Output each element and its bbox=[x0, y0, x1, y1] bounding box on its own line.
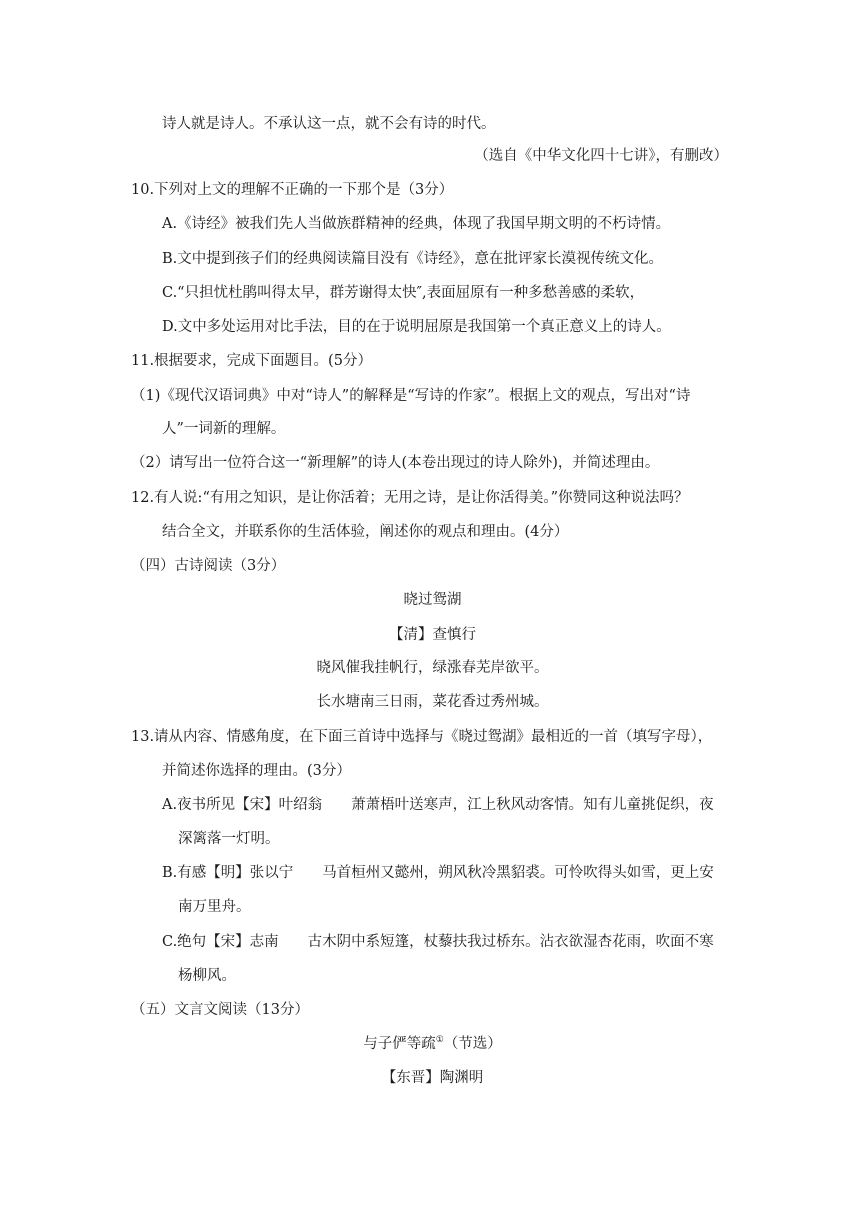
question-13: 13.请从内容、情感角度，在下面三首诗中选择与《晓过鸳湖》最相近的一首（填写字母）， bbox=[131, 729, 713, 745]
q13-option-c: C.绝句【宋】志南 古木阴中系短篷，杖藜扶我过桥东。沾衣欲湿杏花雨，吹面不寒 bbox=[162, 934, 714, 950]
poem-author: 【清】查慎行 bbox=[389, 627, 476, 643]
q11-part-2: （2）请写出一位符合这一“新理解”的诗人(本卷出现过的诗人除外)，并简述理由。 bbox=[131, 455, 660, 471]
q13-option-a-cont: 深篱落一灯明。 bbox=[178, 831, 280, 847]
section-5-heading: （五）文言文阅读（13分） bbox=[131, 1002, 309, 1018]
footnote-marker: ① bbox=[435, 1035, 444, 1046]
classical-title-main: 与子俨等疏 bbox=[363, 1036, 436, 1052]
q13-option-c-cont: 杨柳风。 bbox=[178, 968, 236, 984]
section-4-heading: （四）古诗阅读（3分） bbox=[131, 558, 286, 574]
poem-line-2: 长水塘南三日雨，菜花香过秀州城。 bbox=[316, 694, 549, 710]
q13-option-a: A.夜书所见【宋】叶绍翁 萧萧梧叶送寒声，江上秋风动客情。知有儿童挑促织，夜 bbox=[162, 797, 714, 813]
q10-option-a: A.《诗经》被我们先人当做族群精神的经典，体现了我国早期文明的不朽诗情。 bbox=[162, 216, 671, 232]
passage-closing-line: 诗人就是诗人。不承认这一点，就不会有诗的时代。 bbox=[162, 116, 496, 132]
q10-option-c: C.“只担忧杜鹃叫得太早，群芳谢得太快″,表面屈原有一种多愁善感的柔软， bbox=[162, 285, 645, 301]
q10-option-d: D.文中多处运用对比手法，目的在于说明屈原是我国第一个真正意义上的诗人。 bbox=[162, 319, 671, 335]
q11-part-1-cont: 人”一词新的理解。 bbox=[162, 421, 286, 437]
poem-line-1: 晓风催我挂帆行，绿涨春芜岸欲平。 bbox=[316, 660, 549, 676]
question-10: 10.下列对上文的理解不正确的一下那个是（3分） bbox=[131, 182, 454, 198]
question-12-cont: 结合全文，并联系你的生活体验，阐述你的观点和理由。(4分） bbox=[162, 524, 569, 540]
poem-title: 晓过鸳湖 bbox=[403, 592, 462, 608]
classical-title-suffix: （节选） bbox=[443, 1036, 502, 1052]
classical-text-title bbox=[0, 1034, 865, 1054]
q11-part-1: （1)《现代汉语词典》中对“诗人”的解释是“写诗的作家”。根据上文的观点，写出对“诗 bbox=[131, 388, 691, 404]
question-13-cont: 并简述你选择的理由。(3分） bbox=[162, 763, 351, 779]
classical-text-author: 【东晋】陶渊明 bbox=[381, 1070, 484, 1086]
q13-option-b-cont: 南万里舟。 bbox=[178, 899, 251, 915]
question-12: 12.有人说:“有用之知识，是让你活着；无用之诗，是让你活得美。”你赞同这种说法吗？ bbox=[131, 490, 689, 506]
q10-option-b: B.文中提到孩子们的经典阅读篇目没有《诗经》，意在批评家长漠视传统文化。 bbox=[162, 251, 664, 267]
question-11: 11.根据要求，完成下面题目。(5分） bbox=[131, 353, 372, 369]
source-citation: （选自《中华文化四十七讲》，有删改） bbox=[474, 148, 728, 164]
q13-option-b: B.有感【明】张以宁 马首桓州又懿州，朔风秋冷黑貂裘。可怜吹得头如雪，更上安 bbox=[162, 865, 714, 881]
